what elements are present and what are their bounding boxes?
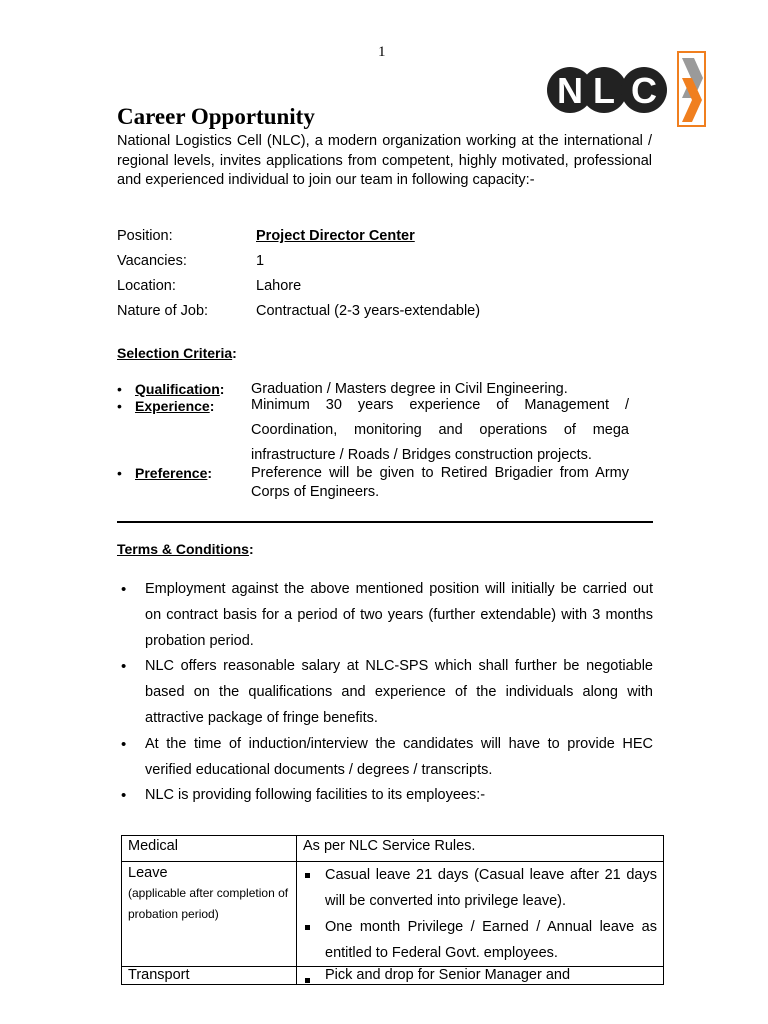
- selection-criteria-heading: Selection Criteria:: [117, 345, 237, 361]
- table-row: [122, 836, 664, 862]
- bullet: •: [117, 381, 122, 397]
- bullet: •: [117, 398, 122, 414]
- vacancies-label: Vacancies:: [117, 253, 187, 269]
- facility-name: Medical: [122, 836, 297, 862]
- facility-name: Leave: [128, 865, 168, 881]
- location-label: Location:: [117, 278, 176, 294]
- preference-label: Preference:: [135, 465, 213, 481]
- qualification-label: Qualification:: [135, 381, 225, 397]
- terms-list: [118, 577, 653, 809]
- table-row: [122, 967, 664, 985]
- divider: [117, 521, 653, 523]
- leave-list: [303, 862, 657, 966]
- list-item: One month Privilege / Earned / Annual leave as entitled to Federal Govt. employees.: [303, 914, 657, 966]
- list-item: Pick and drop for Senior Manager and: [303, 967, 657, 984]
- page-number: 1: [378, 44, 386, 60]
- facility-name-cell: [122, 862, 297, 967]
- nlc-logo: [546, 50, 706, 128]
- intro-paragraph: National Logistics Cell (NLC), a modern organization working at the international / regional levels, invites applications from competent, highly motivated, professional and experienced individual to join our team in following capacity:-: [117, 133, 652, 188]
- experience-label: Experience:: [135, 398, 215, 414]
- facility-detail-cell: [297, 862, 664, 967]
- transport-list: [303, 967, 657, 984]
- terms-item: • Employment against the above mentioned position will initially be carried out on contract basis for a period of two years (further extendable) with 3 months probation period.: [118, 577, 653, 654]
- nature-of-job-value: Contractual (2-3 years-extendable): [256, 303, 481, 319]
- logo-letter-l: L: [593, 70, 615, 111]
- position-value: Project Director Center: [256, 228, 415, 244]
- qualification-text: Graduation / Masters degree in Civil Engineering.: [251, 381, 568, 397]
- facility-name: Transport: [122, 967, 297, 985]
- table-row: [122, 862, 664, 967]
- list-item: Casual leave 21 days (Casual leave after 21 days will be converted into privilege leave).: [303, 862, 657, 914]
- terms-item: • NLC offers reasonable salary at NLC-SPS which shall further be negotiable based on the qualifications and experience of the individuals along with attractive package of fringe benefits.: [118, 654, 653, 731]
- facility-detail: As per NLC Service Rules.: [297, 836, 664, 862]
- facility-note: (applicable after completion of probation period): [128, 886, 289, 921]
- page-title: Career Opportunity: [117, 104, 315, 129]
- bullet: •: [117, 465, 122, 481]
- vacancies-value: 1: [256, 253, 265, 269]
- terms-item: • NLC is providing following facilities to its employees:-: [118, 783, 653, 809]
- logo-letter-c: C: [631, 70, 657, 111]
- logo-letter-n: N: [557, 70, 583, 111]
- terms-item: • At the time of induction/interview the candidates will have to provide HEC verified educational documents / degrees / transcripts.: [118, 732, 653, 784]
- facility-detail-cell: [297, 967, 664, 985]
- terms-heading: Terms & Conditions:: [117, 541, 254, 557]
- location-value: Lahore: [256, 278, 302, 294]
- nature-of-job-label: Nature of Job:: [117, 303, 209, 319]
- position-label: Position:: [117, 228, 173, 244]
- facilities-table: [121, 835, 664, 985]
- experience-text: Minimum 30 years experience of Management / Coordination, monitoring and operations of mega infrastructure / Roads / Bridges construction projects.: [251, 397, 629, 463]
- preference-text: Preference will be given to Retired Brigadier from Army Corps of Engineers.: [251, 465, 629, 500]
